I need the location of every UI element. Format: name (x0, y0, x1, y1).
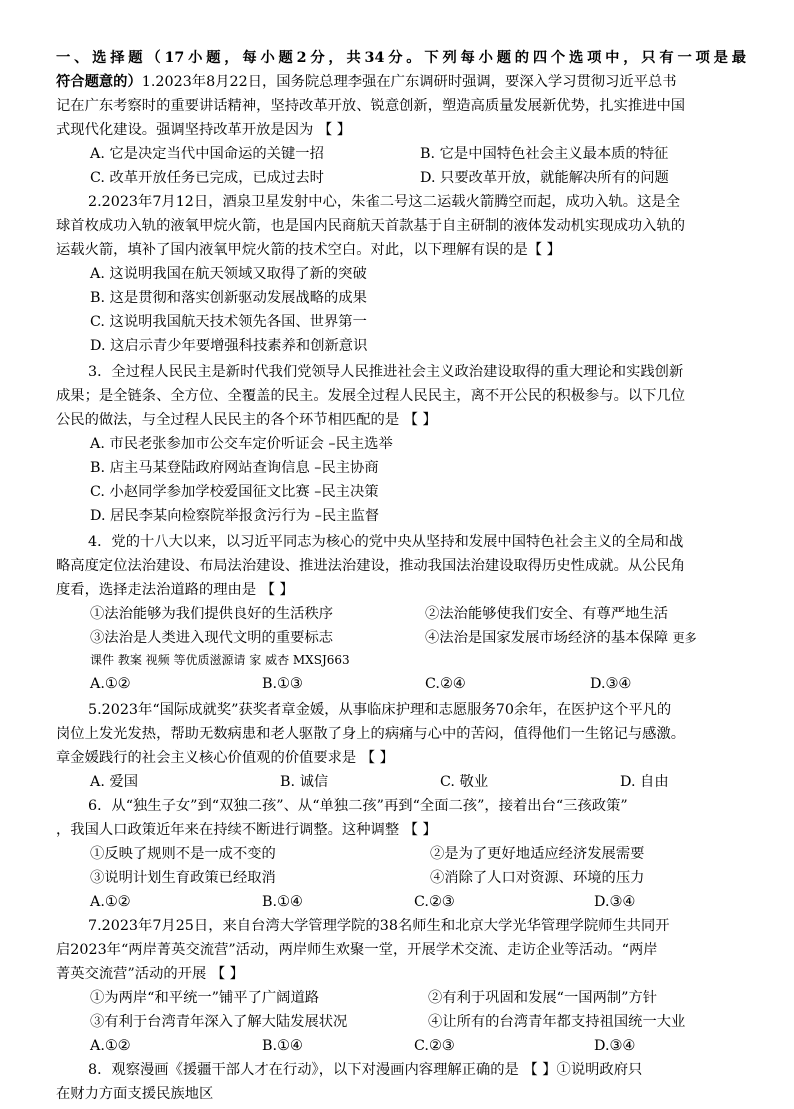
question-7-statement-2: ②有利于巩固和发展“一国两制”方针 (428, 990, 658, 1006)
question-7-line-3: 菁英交流营”活动的开展 【 】 (56, 966, 244, 982)
question-1-option-b: B. 它是中国特色社会主义最本质的特征 (420, 146, 669, 162)
question-4-statement-2: ②法治能够使我们安全、有尊严地生活 (425, 606, 669, 622)
question-5-option-c: C. 敬业 (440, 774, 489, 790)
question-5-option-d: D. 自由 (620, 774, 669, 790)
question-7-statement-3: ③有利于台湾青年深入了解大陆发展状况 (90, 1014, 348, 1030)
question-1-option-a: A. 它是决定当代中国命运的关键一招 (90, 146, 324, 162)
question-2-line-1: 2.2023年7月12日，酒泉卫星发射中心，朱雀二号这二运载火箭腾空而起，成功入轨。这是全 (88, 194, 680, 210)
question-4-option-d: D.③④ (590, 676, 632, 692)
question-5-option-a: A. 爱国 (90, 774, 139, 790)
question-1-line-2: 记在广东考察时的重要讲话精神，坚持改革开放、锐意创新，塑造高质量发展新优势，扎实推进中国 (56, 98, 686, 114)
question-4-note-line: 课件 教案 视频 等优质滋源请 家 威杏 MXSJ663 (90, 653, 350, 667)
question-2-option-b: B. 这是贯彻和落实创新驱动发展战略的成果 (90, 290, 367, 306)
question-4-option-c: C.②④ (425, 676, 466, 692)
question-4-line-2: 略高度定位法治建设、布局法治建设、推进法治建设，推动我国法治建设取得历史性成就。从公民角 (56, 558, 686, 574)
question-6-option-b: B.①④ (262, 894, 303, 910)
question-4-statement-4-wrap (425, 628, 697, 648)
question-7-line-1: 7.2023年7月25日，来自台湾大学管理学院的38名师生和北京大学光华管理学院师生共同开 (88, 918, 670, 934)
question-4-statement-4: ④法治是国家发展市场经济的基本保障 (425, 630, 669, 646)
question-5-line-2: 岗位上发光发热，帮助无数病患和老人驱散了身上的病痛与心中的苦闷，值得他们一生铭记与感激。 (56, 726, 686, 742)
question-6-option-d: D.③④ (594, 894, 636, 910)
question-2-option-a: A. 这说明我国在航天领域又取得了新的突破 (90, 266, 367, 282)
question-7-option-c: C.②③ (414, 1038, 455, 1054)
question-3-line-2: 成果；是全链条、全方位、全覆盖的民主。发展全过程人民民主，离不开公民的积极参与。以下几位 (56, 388, 686, 404)
question-5-line-1: 5.2023年“国际成就奖”获奖者章金媛，从事临床护理和志愿服务70余年，在医护这个平凡的 (88, 702, 672, 718)
question-4-option-a: A.①② (90, 676, 131, 692)
question-3-option-b: B. 店主马某登陆政府网站查询信息 –民主协商 (90, 460, 379, 476)
question-4-note: 更多 (672, 631, 697, 645)
question-1-option-c: C. 改革开放任务已完成，已成过去时 (90, 170, 324, 186)
question-5-line-3: 章金媛践行的社会主义核心价值观的价值要求是 【 】 (56, 750, 394, 766)
question-2-line-2: 球首枚成功入轨的液氧甲烷火箭，也是国内民商航天首款基于自主研制的液体发动机实现成功入轨的 (56, 218, 686, 234)
question-6-option-c: C.②③ (414, 894, 455, 910)
question-3-option-d: D. 居民李某向检察院举报贪污行为 –民主监督 (90, 508, 380, 524)
question-1-option-d: D. 只要改革开放，就能解决所有的问题 (420, 170, 669, 186)
question-8-line-2: 在财力方面支援民族地区 (56, 1086, 214, 1102)
question-6-statement-4: ④消除了人口对资源、环境的压力 (430, 870, 645, 886)
question-4-line-1: 4．党的十八大以来，以习近平同志为核心的党中央从坚持和发展中国特色社会主义的全局和战 (88, 534, 684, 550)
question-2-option-d: D. 这启示青少年要增强科技素养和创新意识 (90, 338, 368, 354)
question-3-line-3: 公民的做法，与全过程人民民主的各个环节相匹配的是 【 】 (56, 412, 437, 428)
question-7-statement-1: ①为两岸“和平统一”铺平了广阔道路 (90, 990, 320, 1006)
question-3-option-c: C. 小赵同学参加学校爱国征文比赛 –民主决策 (90, 484, 379, 500)
question-6-option-a: A.①② (90, 894, 131, 910)
question-7-line-2: 启2023年“两岸菁英交流营”活动，两岸师生欢聚一堂，开展学术交流、走访企业等活动。“两岸 (56, 942, 658, 958)
question-4-option-b: B.①③ (262, 676, 303, 692)
question-2-line-3: 运载火箭，填补了国内液氧甲烷火箭的技术空白。对此，以下理解有误的是【 】 (56, 242, 561, 258)
question-8-line-1: 8．观察漫画《援疆干部人才在行动》，以下对漫画内容理解正确的是 【 】①说明政府只 (88, 1062, 643, 1078)
question-7-option-d: D.③④ (594, 1038, 636, 1054)
question-1-line-3: 式现代化建设。强调坚持改革开放是因为 【 】 (56, 122, 352, 138)
question-7-option-a: A.①② (90, 1038, 131, 1054)
question-3-line-1: 3．全过程人民民主是新时代我们党领导人民推进社会主义政治建设取得的重大理论和实践创新 (88, 364, 684, 380)
question-7-option-b: B.①④ (262, 1038, 303, 1054)
question-5-option-b: B. 诚信 (280, 774, 329, 790)
question-6-line-1: 6．从“独生子女”到“双独二孩”、从“单独二孩”再到“全面二孩”，接着出台“三孩政策” (88, 798, 628, 814)
section-heading-cont: 符合题意的） (56, 74, 142, 90)
question-4-line-3: 度看，选择走法治道路的理由是 【 】 (56, 582, 294, 598)
question-4-statement-3: ③法治是人类进入现代文明的重要标志 (90, 630, 334, 646)
section-heading: 一、选择题（17小题，每小题2分，共34分。下列每小题的四个选项中，只有一项是最 (56, 50, 746, 66)
question-4-statement-1: ①法治能够为我们提供良好的生活秩序 (90, 606, 334, 622)
question-7-statement-4: ④让所有的台湾青年都支持祖国统一大业 (428, 1014, 686, 1030)
question-6-statement-2: ②是为了更好地适应经济发展需要 (430, 846, 645, 862)
question-2-option-c: C. 这说明我国航天技术领先各国、世界第一 (90, 314, 367, 330)
question-6-line-2: ，我国人口政策近年来在持续不断进行调整。这种调整 【 】 (56, 822, 437, 838)
question-1-line-1: 1.2023年8月22日，国务院总理李强在广东调研时强调，要深入学习贯彻习近平总书 (141, 74, 677, 90)
question-1-line-1-wrap (56, 72, 677, 92)
question-3-option-a: A. 市民老张参加市公交车定价听证会 –民主选举 (90, 436, 393, 452)
question-6-statement-3: ③说明计划生育政策已经取消 (90, 870, 276, 886)
question-6-statement-1: ①反映了规则不是一成不变的 (90, 846, 276, 862)
